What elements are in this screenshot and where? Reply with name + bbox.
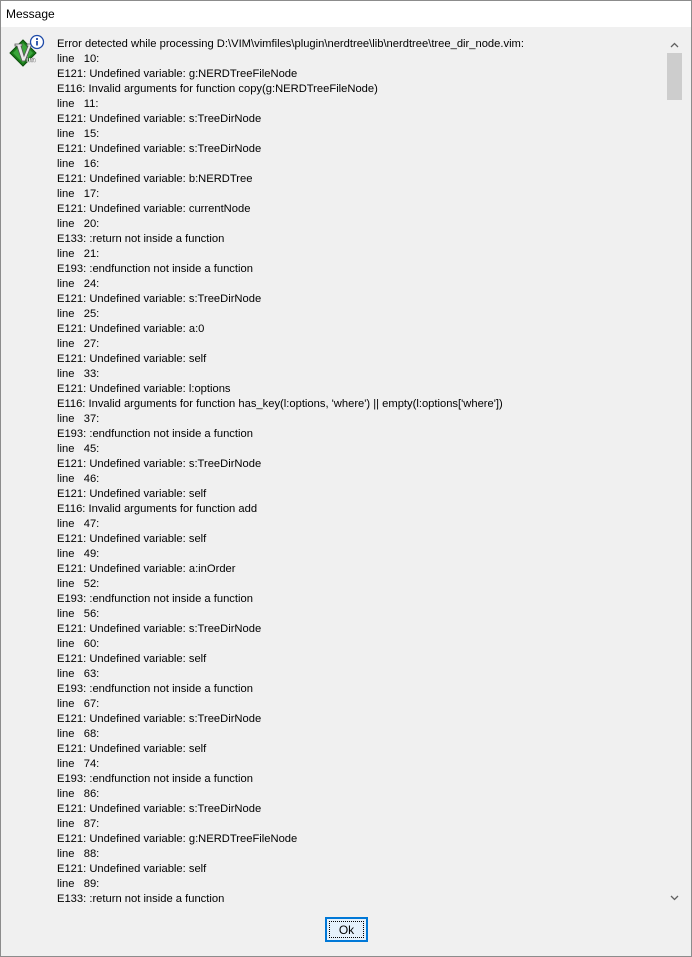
message-line: line 25: (57, 308, 100, 320)
message-line: E121: Undefined variable: s:TreeDirNode (57, 623, 262, 635)
message-line: line 15: (57, 128, 100, 140)
message-line: E121: Undefined variable: s:TreeDirNode (57, 713, 262, 725)
message-line: line 47: (57, 518, 100, 530)
message-line: Error detected while processing D:\VIM\vimfiles\plugin\nerdtree\lib\nerdtree\tree_dir_node.vim: (57, 38, 524, 50)
message-line: line 88: (57, 848, 100, 860)
scrollbar-thumb[interactable] (667, 53, 682, 100)
message-line: E121: Undefined variable: self (57, 488, 207, 500)
vertical-scrollbar[interactable] (666, 36, 683, 906)
message-line: E121: Undefined variable: b:NERDTree (57, 173, 253, 185)
message-line: line 17: (57, 188, 100, 200)
message-line: E121: Undefined variable: s:TreeDirNode (57, 803, 262, 815)
message-line: line 24: (57, 278, 100, 290)
message-line: E121: Undefined variable: s:TreeDirNode (57, 113, 262, 125)
message-line: E133: :return not inside a function (57, 893, 225, 905)
message-text (57, 37, 665, 907)
message-line: line 86: (57, 788, 100, 800)
message-line: E116: Invalid arguments for function add (57, 503, 258, 515)
message-line: line 33: (57, 368, 100, 380)
chevron-up-icon[interactable] (666, 36, 683, 53)
message-line: E121: Undefined variable: s:TreeDirNode (57, 458, 262, 470)
message-line: E193: :endfunction not inside a function (57, 428, 253, 440)
message-line: E121: Undefined variable: l:options (57, 383, 231, 395)
svg-text:im: im (26, 56, 36, 64)
message-line: line 74: (57, 758, 100, 770)
message-line: E121: Undefined variable: g:NERDTreeFileNode (57, 833, 298, 845)
message-line: line 46: (57, 473, 100, 485)
message-line: E133: :return not inside a function (57, 233, 225, 245)
message-line: E193: :endfunction not inside a function (57, 263, 253, 275)
window-title: Message (6, 7, 55, 21)
message-line: E121: Undefined variable: s:TreeDirNode (57, 293, 262, 305)
message-line: line 87: (57, 818, 100, 830)
message-line: line 52: (57, 578, 100, 590)
message-line: line 49: (57, 548, 100, 560)
message-line: line 20: (57, 218, 100, 230)
message-line: E121: Undefined variable: self (57, 533, 207, 545)
focus-ring (329, 921, 364, 938)
message-line: E116: Invalid arguments for function copy(g:NERDTreeFileNode) (57, 83, 378, 95)
message-line: E121: Undefined variable: currentNode (57, 203, 251, 215)
message-line: E121: Undefined variable: self (57, 743, 207, 755)
message-line: line 56: (57, 608, 100, 620)
message-line: E116: Invalid arguments for function has_key(l:options, 'where') || empty(l:options['where']) (57, 398, 503, 410)
message-line: line 45: (57, 443, 100, 455)
message-line: line 67: (57, 698, 100, 710)
message-line: E193: :endfunction not inside a function (57, 773, 253, 785)
message-line: E121: Undefined variable: a:0 (57, 323, 205, 335)
message-line: line 21: (57, 248, 100, 260)
message-line: line 60: (57, 638, 100, 650)
message-line: line 10: (57, 53, 100, 65)
message-line: line 68: (57, 728, 100, 740)
message-line: E121: Undefined variable: a:inOrder (57, 563, 236, 575)
message-line: line 89: (57, 878, 100, 890)
message-line: line 37: (57, 413, 100, 425)
ok-button[interactable] (325, 917, 368, 942)
vim-info-icon (9, 34, 45, 70)
message-line: E121: Undefined variable: g:NERDTreeFileNode (57, 68, 298, 80)
message-line: E121: Undefined variable: s:TreeDirNode (57, 143, 262, 155)
chevron-down-icon[interactable] (666, 889, 683, 906)
message-line: E121: Undefined variable: self (57, 863, 207, 875)
message-line: E121: Undefined variable: self (57, 653, 207, 665)
message-line: line 27: (57, 338, 100, 350)
message-line: E121: Undefined variable: self (57, 353, 207, 365)
ok-button-label: Ok (338, 922, 355, 937)
title-bar[interactable] (1, 1, 691, 27)
message-line: E193: :endfunction not inside a function (57, 683, 253, 695)
message-line: line 63: (57, 668, 100, 680)
message-line: line 16: (57, 158, 100, 170)
message-line: E193: :endfunction not inside a function (57, 593, 253, 605)
message-line: line 11: (57, 98, 99, 110)
